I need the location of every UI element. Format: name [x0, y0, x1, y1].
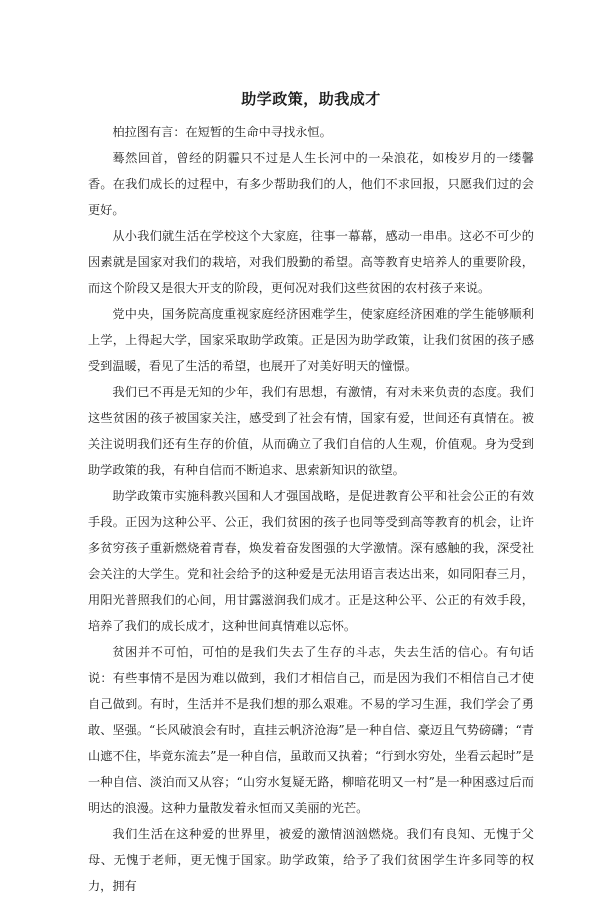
paragraph: 助学政策市实施科教兴国和人才强国战略，是促进教育公平和社会公正的有效手段。正因为这种公平、公正，我们贫困的孩子也同等受到高等教育的机会，让许多贫穷孩子重新燃烧着青春，焕发着奋发图强的大学激情。深有感触的我，深受社会关注的大学生。党和社会给予的这种爱是无法用语言表达出来，如同阳春三月，用阳光普照我们的心间，用甘露滋润我们成才。正是这种公平、公正的有效手段，培养了我们的成长成才，这种世间真情难以忘怀。	[88, 489, 534, 633]
paragraph-quote: 柏拉图有言：在短暂的生命中寻找永恒。	[112, 125, 332, 139]
paragraph: 蓦然回首，曾经的阴霾只不过是人生长河中的一朵浪花，如梭岁月的一缕馨香。在我们成长的过程中，有多少帮助我们的人，他们不求回报，只愿我们过的会更好。	[88, 151, 534, 217]
paragraph: 我们生活在这种爱的世界里，被爱的激情汹汹燃烧。我们有良知、无愧于父母、无愧于老师，更无愧于国家。助学政策，给予了我们贫困学生许多同等的权力，拥有	[88, 827, 534, 893]
paragraph: 我们已不再是无知的少年，我们有思想，有激情，有对未来负责的态度。我们这些贫困的孩子被国家关注，感受到了社会有情，国家有爱，世间还有真情在。被关注说明我们还有生存的价值，从而确立了我们自信的人生观，价值观。身为受到助学政策的我，有种自信而不断追求、思索新知识的欲望。	[88, 385, 534, 477]
paragraph: 党中央，国务院高度重视家庭经济困难学生，使家庭经济困难的学生能够顺利上学，上得起大学，国家采取助学政策。正是因为助学政策，让我们贫困的孩子感受到温暖，看见了生活的希望，也展开了对美好明天的憧憬。	[88, 307, 534, 373]
paragraph: 贫困并不可怕，可怕的是我们失去了生存的斗志，失去生活的信心。有句话说：有些事情不是因为难以做到，我们才相信自己，而是因为我们不相信自己才使自己做到。有时，生活并不是我们想的那么艰难。不易的学习生涯，我们学会了勇敢、坚强。“长风破浪会有时，直挂云帆济沧海”是一种自信、豪迈且气势磅礴；“青山遮不住，毕竟东流去”是一种自信，虽敢而又执着；“行到水穷处，坐看云起时”是一种自信、淡泊而又从容；“山穷水复疑无路，柳暗花明又一村”是一种困惑过后而明达的浪漫。这种力量散发着永恒而又美丽的光芒。	[88, 645, 534, 815]
document-title: 助学政策，助我成才	[241, 90, 381, 108]
paragraph: 从小我们就生活在学校这个大家庭，往事一幕幕，感动一串串。这必不可少的因素就是国家对我们的栽培，对我们殷勤的希望。高等教育史培养人的重要阶段，而这个阶段又是很大开支的阶段，更何况对我们这些贫困的农村孩子来说。	[88, 229, 534, 295]
